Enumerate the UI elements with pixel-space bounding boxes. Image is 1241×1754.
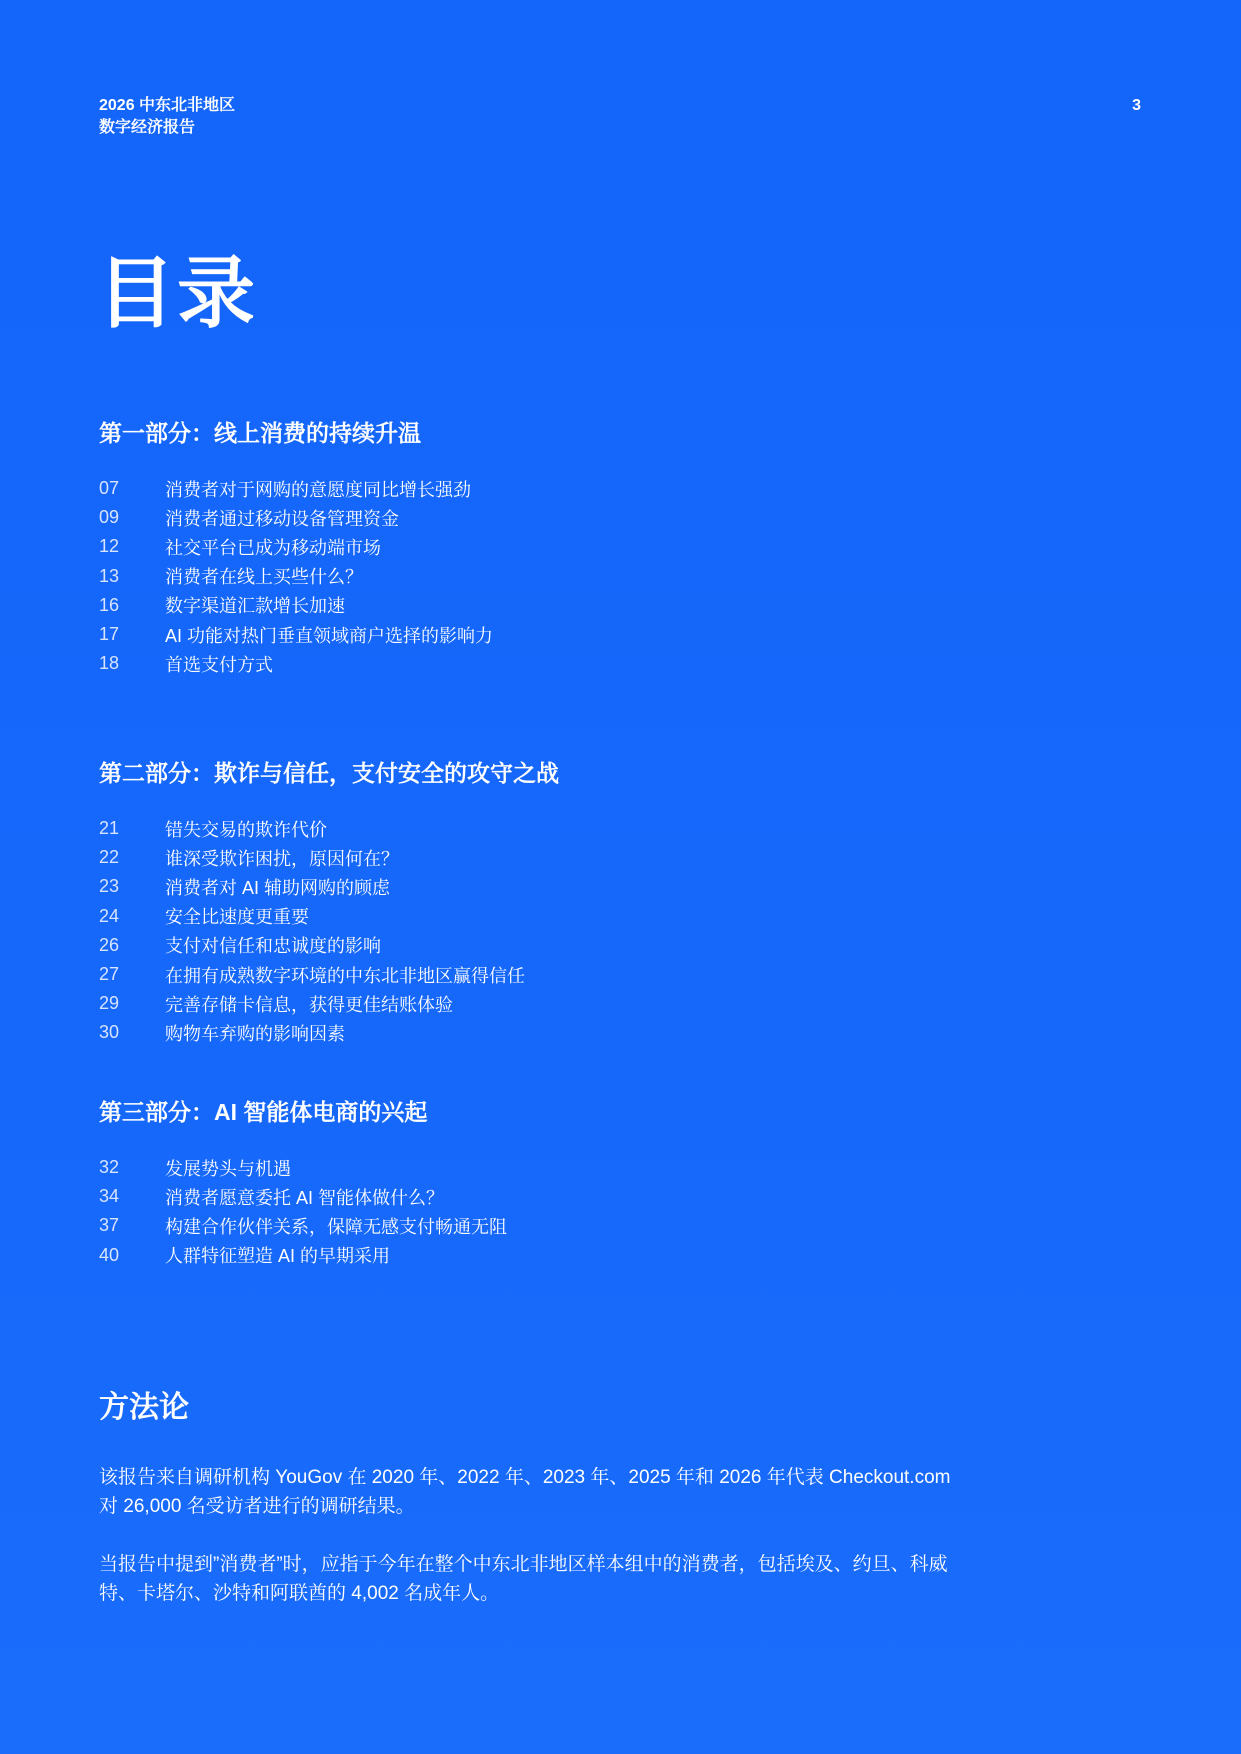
toc-entry-title: 消费者愿意委托 AI 智能体做什么？ [165, 1187, 445, 1208]
toc-entry-title: 在拥有成熟数字环境的中东北非地区赢得信任 [165, 965, 525, 986]
toc-entry-title: 购物车弃购的影响因素 [165, 1023, 345, 1044]
toc-item[interactable] [99, 1153, 999, 1182]
toc-entry-title: 构建合作伙伴关系，保障无感支付畅通无阻 [165, 1216, 507, 1237]
toc-page-number: 07 [99, 478, 120, 499]
toc-item[interactable] [99, 960, 999, 989]
report-header [99, 95, 235, 139]
toc-item[interactable] [99, 591, 999, 620]
toc-list [99, 814, 999, 1048]
toc-entry-title: AI 功能对热门垂直领域商户选择的影响力 [165, 625, 494, 646]
page-title: 目录 [97, 249, 258, 337]
toc-entry-title: 社交平台已成为移动端市场 [165, 537, 381, 558]
methodology-paragraph-1: 该报告来自调研机构 YouGov 在 2020 年、2022 年、2023 年、2025 年和 2026 年代表 Checkout.com 对 26,000 名受访者进行的调研结果。 [99, 1467, 951, 1517]
toc-item[interactable] [99, 843, 999, 872]
toc-entry-title: 发展势头与机遇 [165, 1158, 291, 1179]
toc-entry-title: 消费者在线上买些什么？ [165, 567, 363, 588]
toc-page-number: 29 [99, 993, 120, 1014]
toc-item[interactable] [99, 989, 999, 1018]
toc-item[interactable] [99, 1182, 999, 1211]
toc-list [99, 1153, 999, 1270]
toc-page-number: 17 [99, 624, 120, 645]
toc-item[interactable] [99, 620, 999, 649]
toc-page-number: 32 [99, 1157, 120, 1178]
toc-item[interactable] [99, 1018, 999, 1047]
toc-page-number: 30 [99, 1022, 120, 1043]
toc-item[interactable] [99, 931, 999, 960]
section-title: 第一部分：线上消费的持续升温 [99, 420, 421, 446]
toc-page-number: 23 [99, 876, 120, 897]
toc-entry-title: 消费者通过移动设备管理资金 [165, 508, 399, 529]
toc-item[interactable] [99, 532, 999, 561]
toc-entry-title: 错失交易的欺诈代价 [165, 819, 327, 840]
toc-entry-title: 首选支付方式 [165, 654, 273, 675]
toc-item[interactable] [99, 1211, 999, 1240]
toc-page-number: 26 [99, 934, 120, 955]
toc-page-number: 24 [99, 905, 120, 926]
toc-item[interactable] [99, 562, 999, 591]
toc-list [99, 474, 999, 678]
toc-entry-title: 消费者对 AI 辅助网购的顾虑 [165, 877, 391, 898]
toc-page-number: 34 [99, 1186, 120, 1207]
toc-entry-title: 安全比速度更重要 [165, 907, 309, 928]
toc-entry-title: 消费者对于网购的意愿度同比增长强劲 [165, 479, 471, 500]
toc-page-number: 12 [99, 536, 120, 557]
toc-entry-title: 完善存储卡信息，获得更佳结账体验 [165, 994, 453, 1015]
toc-page-number: 18 [99, 653, 120, 674]
toc-section-1 [99, 418, 999, 678]
section-title: 第二部分：欺诈与信任，支付安全的攻守之战 [99, 760, 559, 786]
section-title: 第三部分：AI 智能体电商的兴起 [99, 1099, 428, 1125]
toc-item[interactable] [99, 872, 999, 901]
toc-item[interactable] [99, 474, 999, 503]
toc-item[interactable] [99, 649, 999, 678]
report-header-line1: 2026 中东北非地区 [99, 97, 236, 114]
toc-page-number: 37 [99, 1215, 120, 1236]
toc-page-number: 21 [99, 818, 120, 839]
methodology-body [99, 1463, 959, 1637]
toc-page-number: 22 [99, 847, 120, 868]
page-number: 3 [1132, 97, 1141, 114]
toc-section-2 [99, 758, 999, 1048]
toc-entry-title: 支付对信任和忠诚度的影响 [165, 936, 381, 957]
toc-page-number: 13 [99, 565, 120, 586]
toc-item[interactable] [99, 1241, 999, 1270]
methodology-title: 方法论 [99, 1391, 189, 1424]
toc-item[interactable] [99, 814, 999, 843]
methodology-paragraph-2: 当报告中提到”消费者”时，应指于今年在整个中东北非地区样本组中的消费者，包括埃及、约旦、科威特、卡塔尔、沙特和阿联酋的 4,002 名成年人。 [99, 1554, 948, 1604]
toc-page-number: 40 [99, 1244, 120, 1265]
toc-entry-title: 数字渠道汇款增长加速 [165, 596, 345, 617]
toc-entry-title: 谁深受欺诈困扰，原因何在？ [165, 848, 399, 869]
toc-item[interactable] [99, 902, 999, 931]
toc-entry-title: 人群特征塑造 AI 的早期采用 [165, 1246, 391, 1267]
toc-page-number: 09 [99, 507, 120, 528]
toc-item[interactable] [99, 503, 999, 532]
report-header-line2: 数字经济报告 [99, 119, 196, 136]
toc-section-3 [99, 1097, 999, 1270]
toc-page-number: 16 [99, 594, 120, 615]
toc-page-number: 27 [99, 964, 120, 985]
